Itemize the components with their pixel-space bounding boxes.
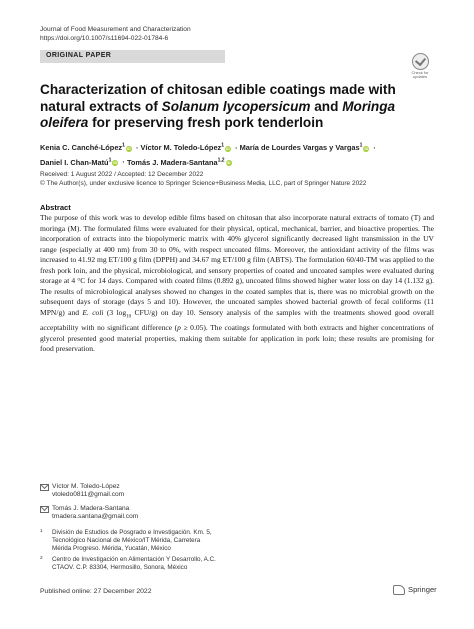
orcid-icon[interactable]: iD (126, 145, 131, 151)
abstract-body: The purpose of this work was to develop edible films based on chitosan that also incorporate natural extracts of tomato (T) and moringa (M). The formulated films were evaluated for their physical, optical, mechanical, barrier, and bioactive properties. The incorporation of extracts into the biopolymeric matrix with 40% glycerol significantly decreased light transmission in the UV range (especially at 400 nm) from 30 to 0%, with respect uncoated films. Moreover, the antioxidant activity of the films was increased to 41.92 mg ET/100 g film (DPPH) and 34.67 mg ET/100 g film (ABTS). The formulation 60/40-TM was applied to the fresh pork loin, and the physical, microbiological, and sensory properties of coated and uncoated samples were evaluated during storage at 4 °C for 14 days. Compared with coated films (0.892 g), uncoated films showed higher water loss on day 14 (1.132 g). The results of microbiological analyses showed no changes in the coated samples that is, there was no microbial growth on the subsequent days of storage (days 5 and 10). However, the uncoated samples showed bacterial growth of fecal coliforms (11 MPN/g) and E. coli (3 $\log_{10} CFU/g$) on day 10. Sensory analysis of the samples with the treatments showed good overall acceptability with no significant difference (p ≥ 0.05). The coatings formulated with both extracts and higher concentrations of glycerol presented good material properties, making them suitable for application in pork loin; these results are promising for food preservation. (40, 213, 434, 354)
author[interactable]: Daniel I. Chan-Matú$^1$ (40, 157, 112, 167)
author-list: Kenia C. Canché-López$^1$ iD · Víctor M. Toledo-López$^1$ iD · María de Lourdes Vargas y Vargas$^1$ iD · Daniel I. Chan-Matú$^1$ iD · Tomás J. Madera-Santana$^{1,2}$ iD (40, 143, 376, 167)
author[interactable]: Víctor M. Toledo-López$^1$ (140, 143, 225, 153)
received-accepted: Received: 1 August 2022 / Accepted: 12 December 2022 (40, 171, 204, 178)
orcid-icon[interactable]: iD (226, 159, 231, 165)
publisher-logo[interactable] (393, 585, 437, 595)
journal-header (40, 26, 191, 43)
badge-line-1: Check for (411, 70, 429, 75)
abstract-heading: Abstract (40, 203, 71, 212)
published-online: Published online: 27 December 2022 (40, 588, 152, 595)
badge-line-2: updates (412, 74, 428, 80)
contact-email[interactable]: tmadera.santana@gmail.com (52, 513, 139, 521)
species-name-2: Moringa oleifera (40, 98, 396, 130)
affiliation (40, 529, 220, 554)
affiliation-text: Centro de Investigación en Alimentación Y Desarrollo, A.C. CTAOV. C.P. 83304, Hermosillo, Sonora, México (52, 556, 216, 572)
article-dates (40, 171, 366, 189)
orcid-icon[interactable]: iD (113, 159, 118, 165)
check-for-updates-badge[interactable] (407, 53, 433, 81)
author[interactable]: Kenia C. Canché-López$^1$ (40, 143, 125, 153)
journal-name: Journal of Food Measurement and Characterization (40, 26, 191, 33)
orcid-icon[interactable]: iD (226, 145, 231, 151)
affiliation (40, 556, 220, 572)
corresponding-author (40, 483, 124, 500)
author[interactable]: María de Lourdes Vargas y Vargas$^1$ (239, 143, 363, 153)
species-name-1: Solanum lycopersicum (161, 98, 311, 114)
affiliation-text: División de Estudios de Posgrado e Investigación. Km. 5, Tecnológico Nacional de México/IT Mérida, Carretera Mérida Progreso. Mérida, Yucatán, México (52, 529, 212, 553)
envelope-icon (40, 484, 49, 491)
envelope-icon (40, 506, 49, 513)
affiliation-number: 2 (40, 556, 43, 561)
check-icon (412, 53, 429, 70)
copyright-line: © The Author(s), under exclusive licence to Springer Science+Business Media, LLC, part of Springer Nature 2022 (40, 179, 367, 187)
corresponding-author (40, 505, 138, 522)
author[interactable]: Tomás J. Madera-Santana$^{1,2}$ (126, 157, 225, 167)
affiliation-number: 1 (40, 529, 43, 534)
publisher-name: Springer (408, 585, 437, 594)
contact-name: Tomás J. Madera-Santana (52, 505, 130, 512)
contact-name: Víctor M. Toledo-López (52, 483, 120, 490)
orcid-icon[interactable]: iD (364, 145, 369, 151)
contact-email[interactable]: vtoledo0811@gmail.com (52, 491, 125, 499)
article-type-label: ORIGINAL PAPER (46, 52, 112, 59)
springer-horse-icon (393, 585, 405, 595)
article-type-banner (40, 50, 225, 63)
doi-link[interactable]: https://doi.org/10.1007/s11694-022-01784-6 (40, 34, 169, 42)
paper-title: Characterization of chitosan edible coatings made with natural extracts of Solanum lycopersicum and Moringa oleifera for preserving fresh pork tenderloin (40, 82, 396, 130)
